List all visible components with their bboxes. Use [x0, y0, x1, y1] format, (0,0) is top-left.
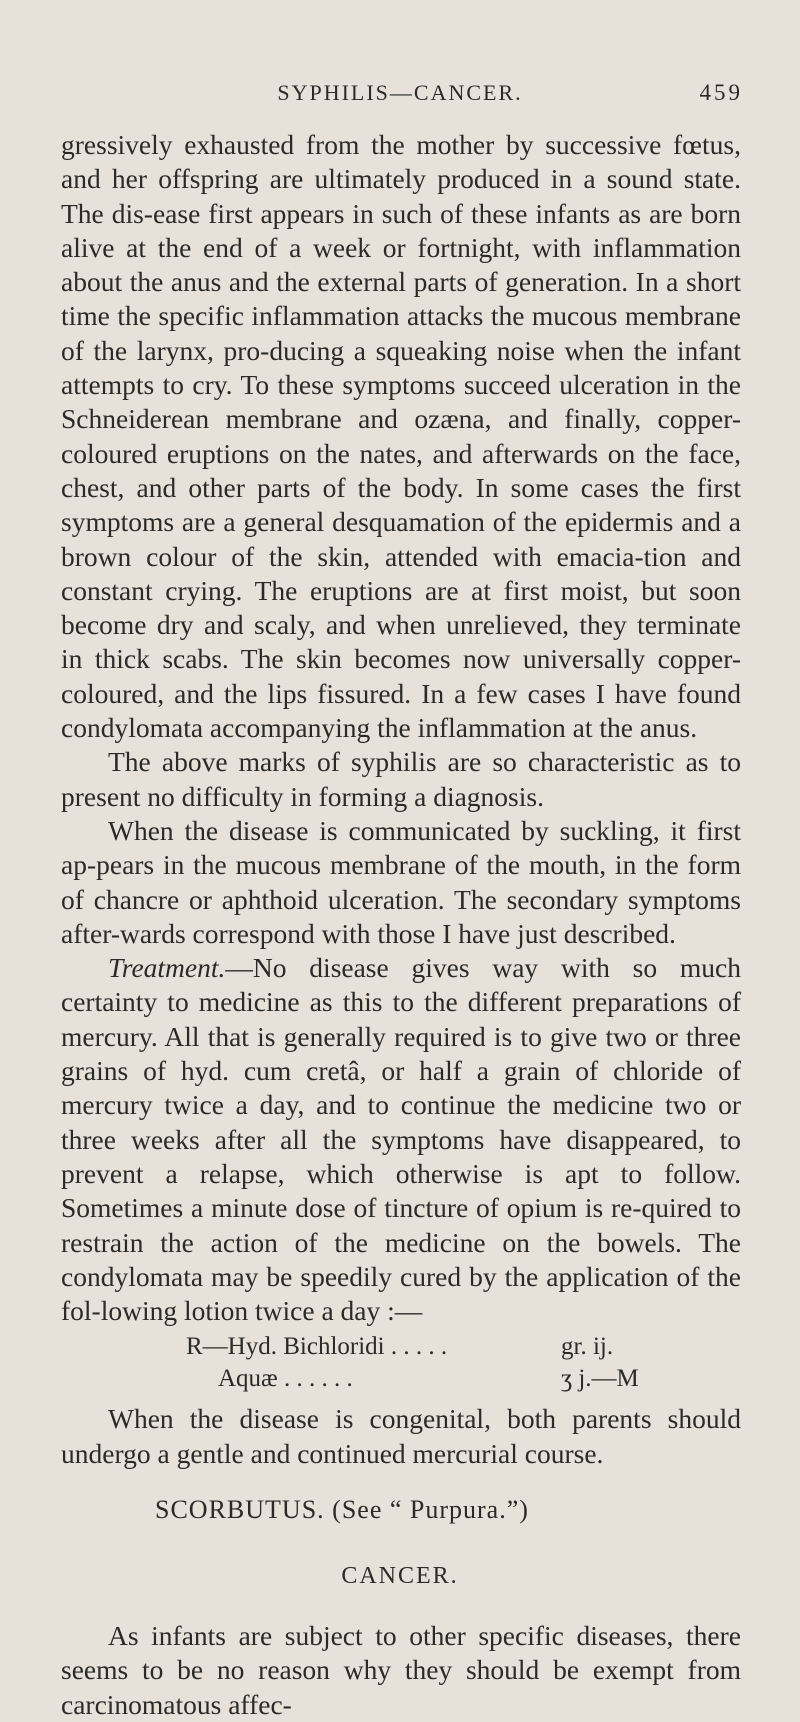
page-header	[0, 80, 800, 110]
prescription-item-2: Aquæ	[218, 1365, 278, 1393]
running-head: SYPHILIS—CANCER.	[277, 80, 523, 105]
paragraph-suckling: When the disease is communicated by suckling, it first ap-pears in the mucous membrane of the mouth, in the form of chancre or aphthoid ulceration. The secondary symptoms after-wards correspond with those I have just described.	[61, 814, 741, 949]
prescription	[0, 1328, 800, 1402]
paragraph-treatment	[0, 951, 800, 1328]
scorbutus-reference	[0, 1471, 800, 1547]
paragraph-symptoms: gressively exhausted from the mother by successive fœtus, and her offspring are ultimately produced in a sound state. The dis-ease first appears in such of these infants as are born alive at the end of a week or fortnight, with inflammation about the anus and the external parts of generation. In a short time the specific inflammation attacks the mucous membrane of the larynx, pro-ducing a squeaking noise when the infant attempts to cry. To these symptoms succeed ulceration in the Schneiderean membrane and ozæna, and finally, copper-coloured eruptions on the nates, and afterwards on the face, chest, and other parts of the body. In some cases the first symptoms are a general desquamation of the epidermis and a brown colour of the skin, attended with emacia-tion and constant crying. The eruptions are at first moist, but soon become dry and scaly, and when unrelieved, they terminate in thick scabs. The skin becomes now universally copper-coloured, and the lips fissured. In a few cases I have found condylomata accompanying the inflammation at the anus.	[61, 129, 741, 744]
prescription-line-1	[186, 1330, 766, 1364]
treatment-text: —No disease gives way with so much certainty to medicine as this to the different preparations of mercury. All that is generally required is to give two or three grains of hyd. cum cretâ, or half a grain of chloride of mercury twice a day, and to continue the medicine two or three weeks after all the symptoms have disappeared, to prevent a relapse, which otherwise is apt to follow. Sometimes a minute dose of tincture of opium is re-quired to restrain the action of the medicine on the bowels. The condylomata may be speedily cured by the application of the fol-lowing lotion twice a day :—	[61, 952, 741, 1327]
page-number: 459	[699, 80, 743, 105]
prescription-line-2	[218, 1362, 798, 1396]
prescription-dots-1: . . . . .	[390, 1333, 448, 1361]
section-heading-cancer	[0, 1547, 800, 1619]
treatment-label: Treatment.	[108, 952, 226, 984]
prescription-dose-1: gr. ij.	[561, 1333, 614, 1361]
paragraph-diagnosis: The above marks of syphilis are so characteristic as to present no difficulty in forming a diagnosis.	[61, 746, 741, 812]
prescription-dots-2: . . . . . .	[283, 1365, 353, 1393]
prescription-dose-2: ʒ j.—M	[561, 1365, 639, 1393]
page-body	[0, 128, 800, 1722]
scorbutus-text: SCORBUTUS. (See “ Purpura.”)	[155, 1494, 529, 1524]
prescription-item-1: R—Hyd. Bichloridi	[186, 1333, 385, 1361]
cancer-heading-text: CANCER.	[341, 1562, 459, 1589]
paragraph-congenital: When the disease is congenital, both parents should undergo a gentle and continued mercurial course.	[61, 1403, 741, 1469]
paragraph-cancer: As infants are subject to other specific diseases, there seems to be no reason why they should be exempt from carcinomatous affec-	[61, 1619, 741, 1720]
